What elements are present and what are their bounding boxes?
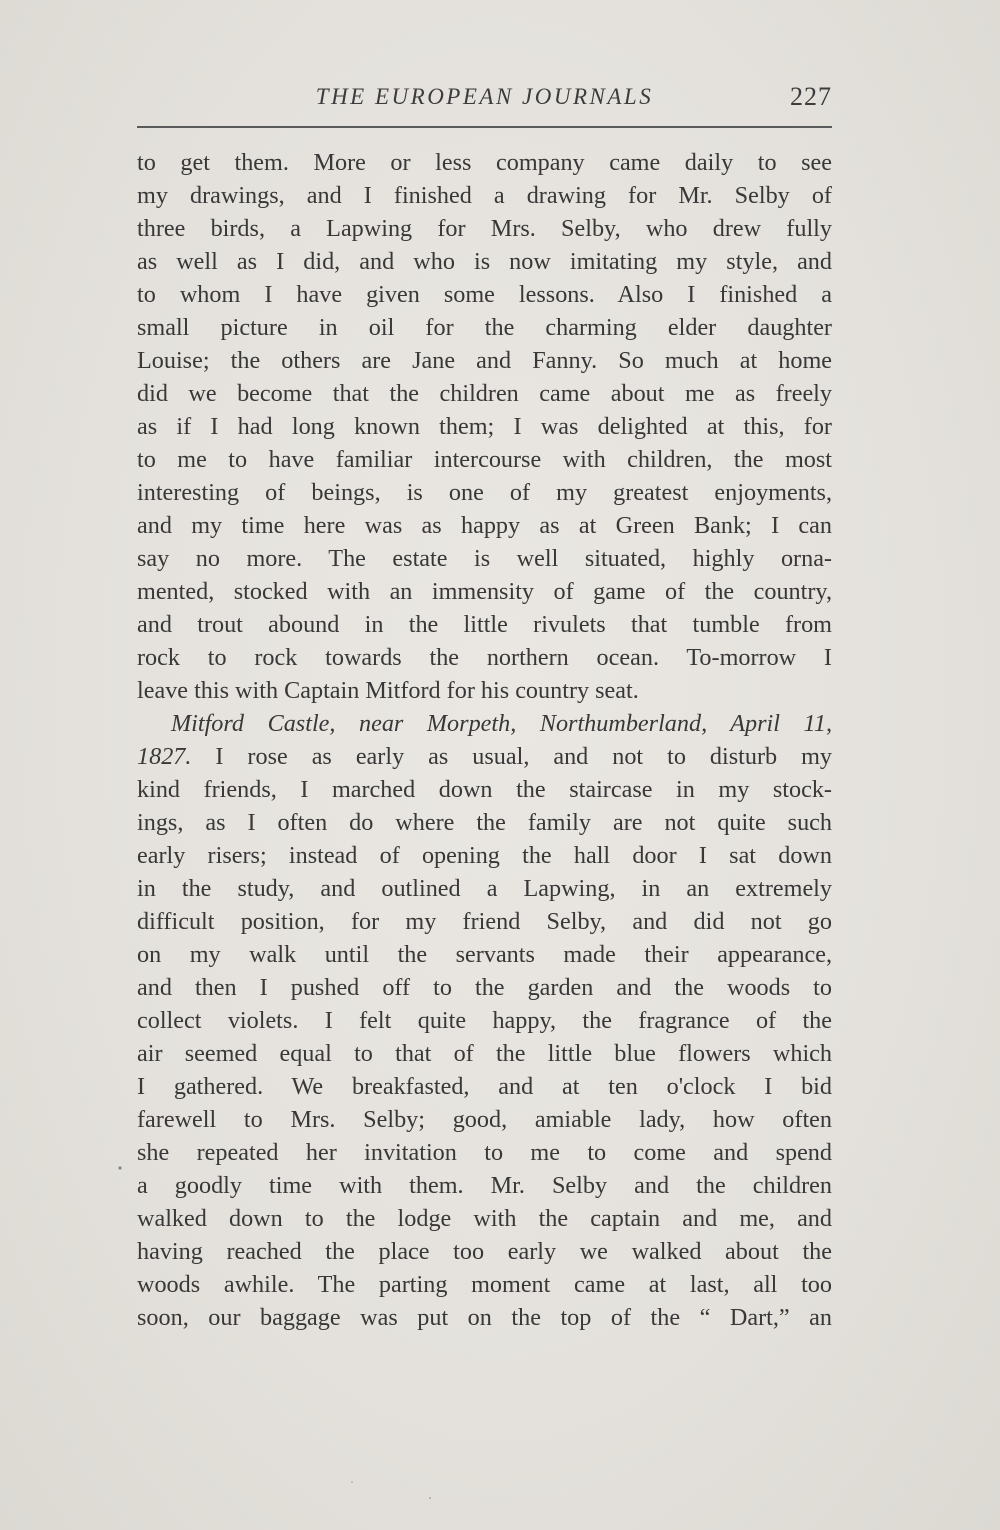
text-line: and then I pushed off to the garden and the woods to xyxy=(137,974,832,1001)
body-text xyxy=(137,146,832,1334)
text-line: a goodly time with them. Mr. Selby and the children xyxy=(137,1172,832,1199)
text-line: as if I had long known them; I was delighted at this, for xyxy=(137,413,832,440)
text-line: rock to rock towards the northern ocean. To-morrow I xyxy=(137,644,832,671)
dateline xyxy=(137,707,832,740)
text-line: she repeated her invitation to me to come and spend xyxy=(137,1139,832,1166)
text-line: having reached the place too early we walked about the xyxy=(137,1238,832,1265)
paper-speck xyxy=(429,1497,431,1499)
text-line: woods awhile. The parting moment came at last, all too xyxy=(137,1271,832,1298)
text-line: three birds, a Lapwing for Mrs. Selby, who drew fully xyxy=(137,215,832,242)
text-line: Louise; the others are Jane and Fanny. So much at home xyxy=(137,347,832,374)
text-line: and my time here was as happy as at Green Bank; I can xyxy=(137,512,832,539)
text-line: to me to have familiar intercourse with children, the most xyxy=(137,446,832,473)
running-title: THE EUROPEAN JOURNALS xyxy=(315,84,654,109)
text-line: as well as I did, and who is now imitating my style, and xyxy=(137,248,832,275)
text-line: mented, stocked with an immensity of game of the country, xyxy=(137,578,832,605)
text-line: to get them. More or less company came daily to see xyxy=(137,149,832,176)
text-line: I gathered. We breakfasted, and at ten o'clock I bid xyxy=(137,1073,832,1100)
text-line: collect violets. I felt quite happy, the fragrance of the xyxy=(137,1007,832,1034)
text-line: kind friends, I marched down the staircase in my stock- xyxy=(137,776,832,803)
text-line: small picture in oil for the charming elder daughter xyxy=(137,314,832,341)
paragraph-end-line: leave this with Captain Mitford for his country seat. xyxy=(137,677,639,704)
text-line: in the study, and outlined a Lapwing, in an extremely xyxy=(137,875,832,902)
page-number: 227 xyxy=(790,82,832,111)
text-line: air seemed equal to that of the little blue flowers which xyxy=(137,1040,832,1067)
text-line: to whom I have given some lessons. Also I finished a xyxy=(137,281,832,308)
running-head xyxy=(137,78,832,118)
header-rule xyxy=(137,126,832,128)
text-line: interesting of beings, is one of my greatest enjoyments, xyxy=(137,479,832,506)
paper-speck xyxy=(351,1481,353,1483)
text-line: ings, as I often do where the family are not quite such xyxy=(137,809,832,836)
dateline-place: Mitford Castle, near Morpeth, Northumberland, April 11, xyxy=(171,710,832,737)
text-line xyxy=(137,740,832,773)
text-line: say no more. The estate is well situated, highly orna- xyxy=(137,545,832,572)
text-line: did we become that the children came about me as freely xyxy=(137,380,832,407)
text-line: difficult position, for my friend Selby, and did not go xyxy=(137,908,832,935)
text-line: farewell to Mrs. Selby; good, amiable lady, how often xyxy=(137,1106,832,1133)
dateline-year: 1827. xyxy=(137,743,192,770)
text-line: early risers; instead of opening the hall door I sat down xyxy=(137,842,832,869)
paper-speck xyxy=(118,1166,121,1169)
text-line: on my walk until the servants made their appearance, xyxy=(137,941,832,968)
text-line: walked down to the lodge with the captain and me, and xyxy=(137,1205,832,1232)
text-line: my drawings, and I finished a drawing for Mr. Selby of xyxy=(137,182,832,209)
dateline-rest: I rose as early as usual, and not to disturb my xyxy=(191,743,832,770)
text-line: soon, our baggage was put on the top of the “ Dart,” an xyxy=(137,1304,832,1331)
text-line: and trout abound in the little rivulets that tumble from xyxy=(137,611,832,638)
